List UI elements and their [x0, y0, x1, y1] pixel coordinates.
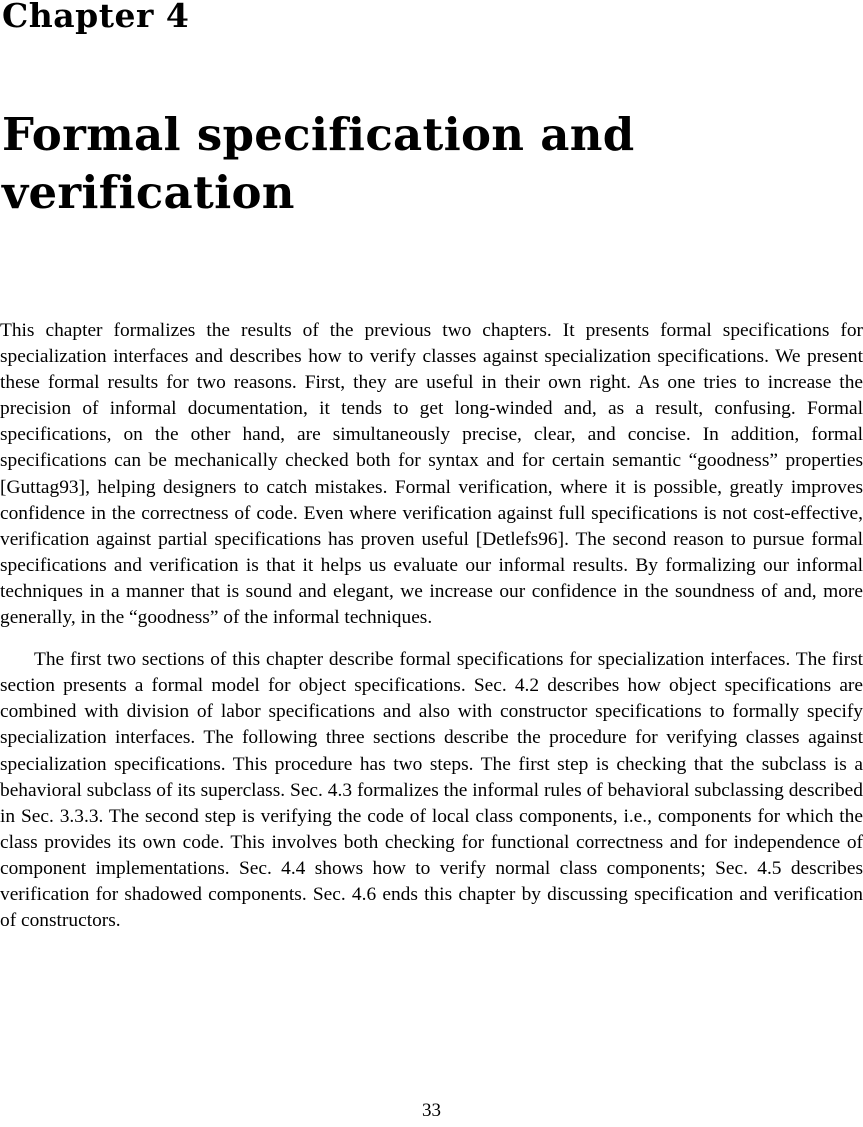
chapter-title-line-2: verification — [2, 166, 295, 219]
chapter-label: Chapter 4 — [2, 0, 190, 35]
body-text — [0, 318, 863, 934]
chapter-title — [2, 106, 842, 222]
paragraph-intro: This chapter formalizes the results of the previous two chapters. It presents formal specifications for specialization interfaces and describes how to verify classes against specialization specifications. We present these formal results for two reasons. First, they are useful in their own right. As one tries to increase the precision of informal documentation, it tends to get long-winded and, as a result, confusing. Formal specifications, on the other hand, are simultaneously precise, clear, and concise. In addition, formal specifications can be mechanically checked both for syntax and for certain semantic “goodness” properties [Guttag93], helping designers to catch mistakes. Formal verification, where it is possible, greatly improves confidence in the correctness of code. Even where verification against full specifications is not cost-effective, verification against partial specifications has proven useful [Detlefs96]. The second reason to pursue formal specifications and verification is that it helps us evaluate our informal results. By formalizing our informal techniques in a manner that is sound and elegant, we increase our confidence in the soundness of and, more generally, in the “goodness” of the informal techniques. — [0, 320, 863, 629]
chapter-title-line-1: Formal specification and — [2, 108, 635, 161]
paragraph-overview: The first two sections of this chapter describe formal specifications for specialization interfaces. The first section presents a formal model for object specifications. Sec. 4.2 describes how object specifications are combined with division of labor specifications and also with constructor specifications to formally specify specialization interfaces. The following three sections describe the procedure for verifying classes against specialization specifications. This procedure has two steps. The first step is checking that the subclass is a behavioral subclass of its superclass. Sec. 4.3 formalizes the informal rules of behavioral subclassing described in Sec. 3.3.3. The second step is verifying the code of local class components, i.e., components for which the class provides its own code. This involves both checking for functional correctness and for independence of component implementations. Sec. 4.4 shows how to verify normal class components; Sec. 4.5 describes verification for shadowed components. Sec. 4.6 ends this chapter by discussing specification and verification of constructors. — [0, 649, 863, 932]
page-number: 33 — [422, 1100, 441, 1121]
